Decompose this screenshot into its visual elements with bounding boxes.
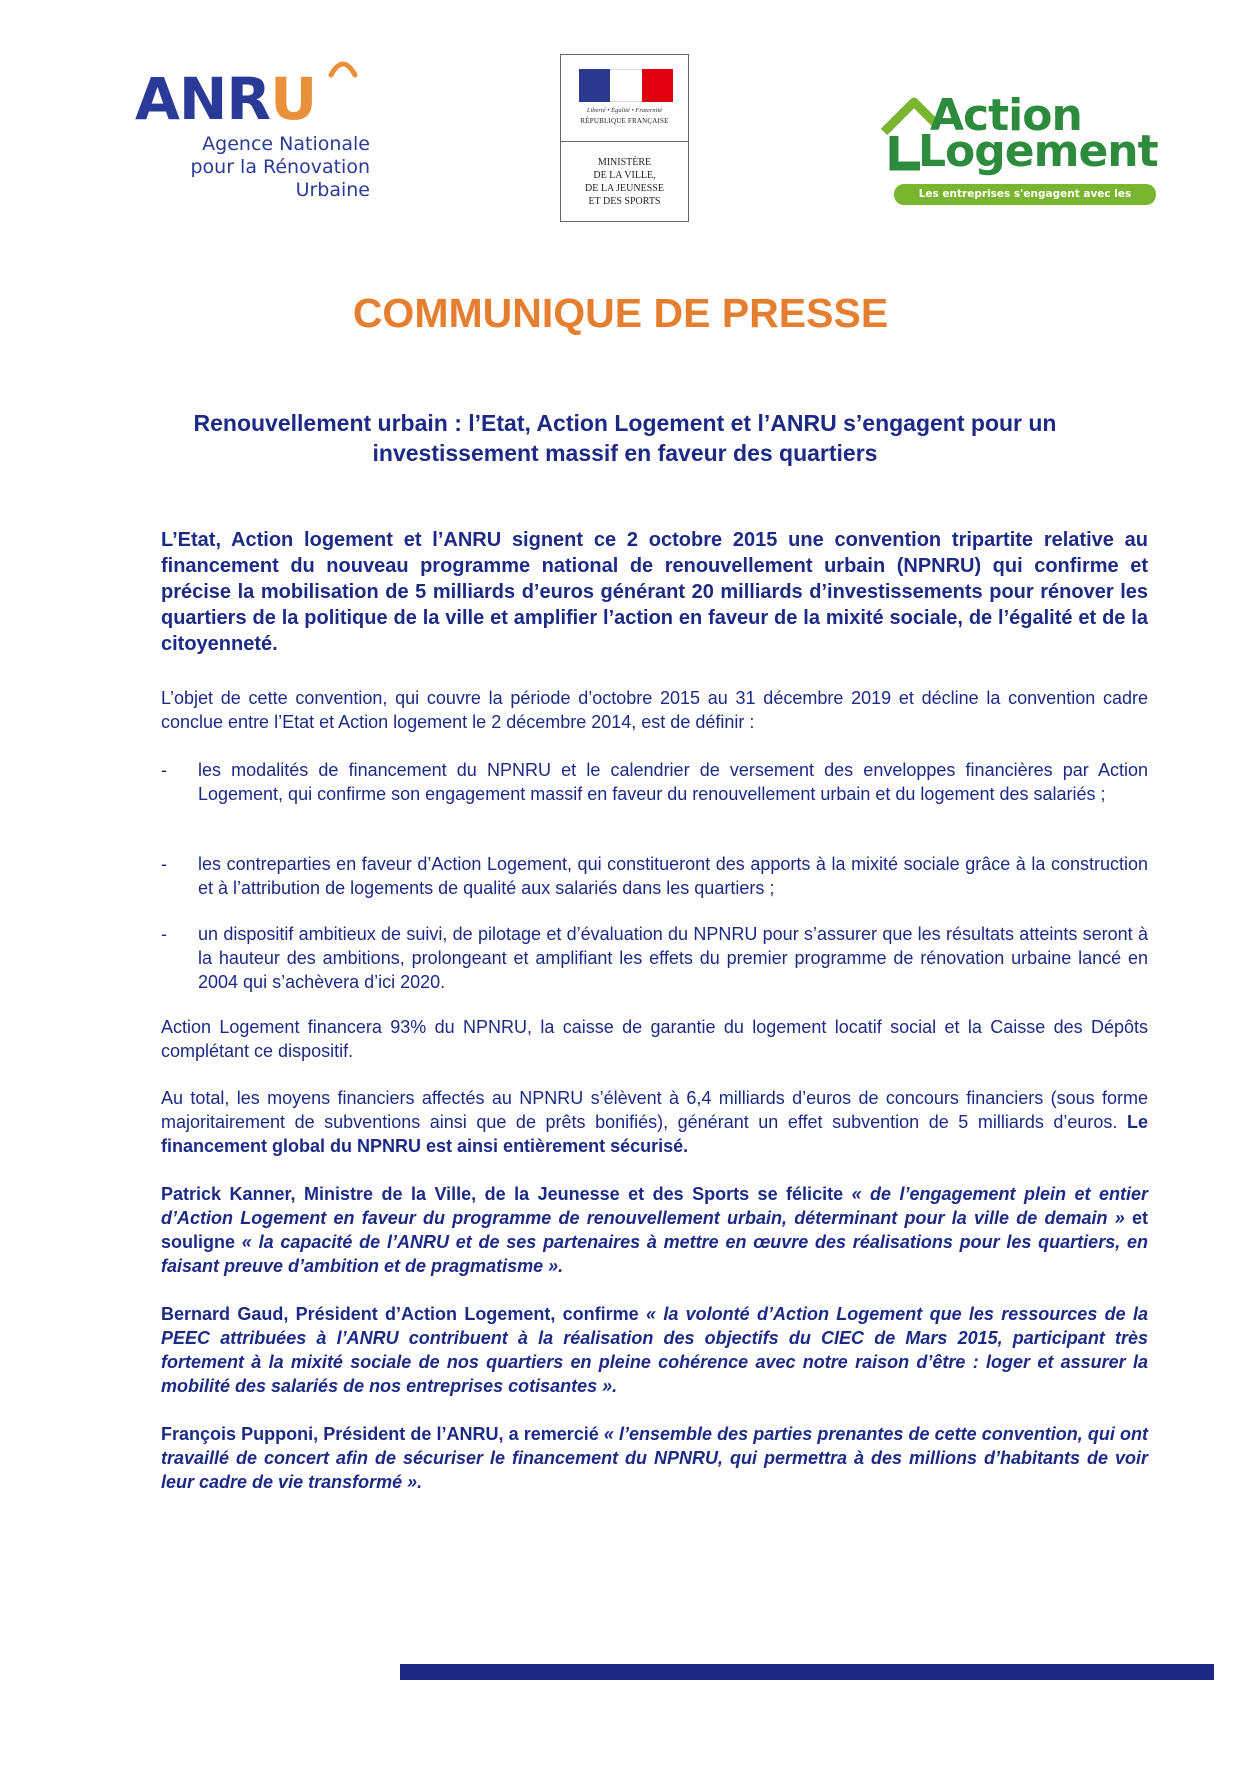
- anru-arc-icon: [328, 57, 358, 79]
- action-logement-line1: Action: [930, 90, 1082, 141]
- total-paragraph: Au total, les moyens financiers affectés au NPNRU s’élèvent à 6,4 milliards d’euros de concours financiers (sous forme majoritairement de subventions ainsi que de prêts bonifiés), générant un effet subvention de 5 milliards d’euros. Le financement global du NPNRU est ainsi entièrement sécurisé.: [161, 1088, 1148, 1156]
- bullet-item: les modalités de financement du NPNRU et le calendrier de versement des enveloppes financières par Action Logement, qui confirme son engagement massif en faveur du renouvellement urbain et du logement des salariés ;: [198, 760, 1148, 804]
- ministere-name: MINISTÈRE DE LA VILLE, DE LA JEUNESSE ET DES SPORTS: [585, 157, 664, 207]
- headline: Renouvellement urbain : l’Etat, Action Logement et l’ANRU s’engagent pour un investissement massif en faveur des quartiers: [193, 410, 1057, 466]
- kanner-quote-paragraph: Patrick Kanner, Ministre de la Ville, de la Jeunesse et des Sports se félicite « de l’engagement plein et entier d’Action Logement en faveur du programme de renouvellement urbain, déterminant pour la ville de demain » et souligne « la capacité de l’ANRU et de ses partenaires à mettre en œuvre des réalisations pour les quartiers, en faisant preuve d’ambition et de pragmatisme ».: [161, 1184, 1148, 1276]
- pupponi-quote-paragraph: François Pupponi, Président de l’ANRU, a remercié « l’ensemble des parties prenantes de cette convention, qui ont travaillé de concert afin de sécuriser le financement du NPNRU, qui permettra à des millions d’habitants de voir leur cadre de vie transformé ».: [161, 1424, 1148, 1492]
- gaud-quote-paragraph: Bernard Gaud, Président d’Action Logement, confirme « la volonté d’Action Logement que les ressources de la PEEC attribuées à l’ANRU contribuent à la réalisation des objectifs du CIEC de Mars 2015, participant très fortement à la mixité sociale de nos quartiers en pleine cohérence avec notre raison d’être : loger et assurer la mobilité des salariés de nos entreprises cotisantes ».: [161, 1304, 1148, 1396]
- financement-paragraph: Action Logement financera 93% du NPNRU, la caisse de garantie du logement locatif social et la Caisse des Dépôts complétant ce dispositif.: [161, 1017, 1148, 1061]
- total-bold-statement: Le financement global du NPNRU est ainsi entièrement sécurisé.: [161, 1112, 1148, 1156]
- ministere-divider: [561, 141, 688, 142]
- press-title: COMMUNIQUE DE PRESSE: [352, 290, 889, 336]
- ministere-republique: RÉPUBLIQUE FRANÇAISE: [580, 117, 669, 125]
- anru-subtitle-line2: pour la Rénovation: [190, 156, 370, 178]
- bullet-dash: -: [161, 924, 167, 944]
- bullet-item: les contreparties en faveur d’Action Logement, qui constitueront des apports à la mixité sociale grâce à la construction et à l’attribution de logements de qualité aux salariés dans les quartiers ;: [198, 854, 1148, 898]
- action-logement-logo: [880, 90, 1170, 221]
- anru-logo: [100, 55, 380, 205]
- anru-wordmark: ANRU: [135, 65, 317, 133]
- objet-paragraph: L’objet de cette convention, qui couvre la période d’octobre 2015 au 31 décembre 2019 et décline la convention cadre conclue entre l’Etat et Action logement le 2 décembre 2014, est de définir :: [161, 688, 1148, 732]
- anru-subtitle-line3: Urbaine: [295, 179, 370, 201]
- anru-subtitle-line1: Agence Nationale: [202, 133, 370, 155]
- footer-bar: [400, 1664, 1214, 1680]
- bullet-dash: -: [161, 854, 167, 874]
- ministere-motto: Liberté • Égalité • Fraternité: [586, 107, 663, 114]
- french-flag-icon: [579, 69, 673, 102]
- bullet-dash: -: [161, 760, 167, 780]
- lead-paragraph: L’Etat, Action logement et l’ANRU signent ce 2 octobre 2015 une convention tripartite relative au financement du nouveau programme national de renouvellement urbain (NPNRU) qui confirme et précise la mobilisation de 5 milliards d’euros générant 20 milliards d’investissements pour rénover les quartiers de la politique de la ville et amplifier l’action en faveur de la mixité sociale, de l’égalité et de la citoyenneté.: [161, 529, 1148, 655]
- ministere-logo: [560, 54, 689, 222]
- action-logement-tagline: Les entreprises s'engagent avec les salariés: [894, 184, 1156, 205]
- action-logement-line2: Logement: [918, 126, 1158, 177]
- bullet-item: un dispositif ambitieux de suivi, de pilotage et d’évaluation du NPNRU pour s’assurer que les résultats atteints seront à la hauteur des ambitions, prolongeant et amplifiant les effets du premier programme de rénovation urbaine lancé en 2004 qui s’achèvera d’ici 2020.: [198, 924, 1148, 992]
